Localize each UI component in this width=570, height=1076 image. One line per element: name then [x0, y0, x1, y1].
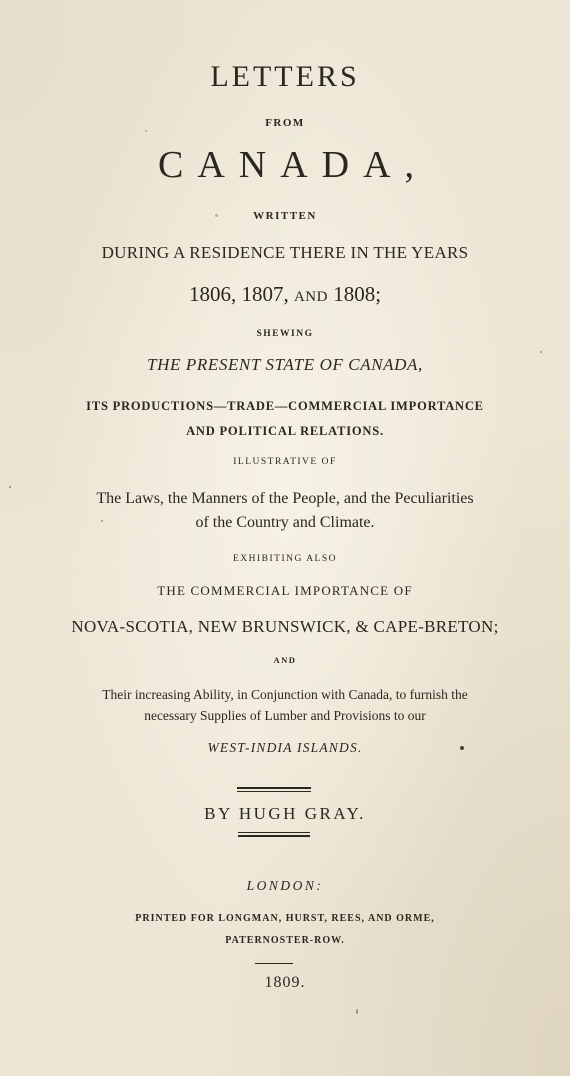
productions-line: ITS PRODUCTIONS—TRADE—COMMERCIAL IMPORTANCE — [86, 399, 484, 413]
supplies-line: necessary Supplies of Lumber and Provisions to our — [144, 708, 426, 723]
years-last: 1808; — [333, 282, 382, 306]
present-state-line: THE PRESENT STATE OF CANADA, — [147, 355, 423, 374]
exhibiting-label: EXHIBITING ALSO — [232, 554, 338, 564]
ink-speck — [540, 351, 542, 353]
written-label: WRITTEN — [253, 210, 317, 222]
title-from: FROM — [265, 117, 305, 129]
author-rule-top-thin — [237, 791, 311, 792]
ink-speck — [215, 214, 218, 217]
imprint-address: PATERNOSTER-ROW. — [225, 935, 345, 946]
author-rule-bottom-thin — [238, 832, 310, 833]
imprint-city: LONDON: — [246, 878, 324, 893]
year-rule — [255, 963, 293, 964]
author-rule-top-thick — [237, 787, 311, 789]
increasing-line: Their increasing Ability, in Conjunction with Canada, to furnish the — [102, 687, 468, 702]
and-label: AND — [273, 655, 297, 665]
ink-speck — [460, 746, 464, 750]
provinces-line: NOVA-SCOTIA, NEW BRUNSWICK, & CAPE-BRETON; — [71, 617, 499, 636]
author-rule-bottom-thick — [238, 835, 310, 837]
political-line: AND POLITICAL RELATIONS. — [186, 424, 384, 438]
residence-line: DURING A RESIDENCE THERE IN THE YEARS — [101, 243, 469, 262]
title-letters: LETTERS — [210, 60, 360, 93]
ink-speck — [101, 520, 103, 522]
country-line: of the Country and Climate. — [195, 514, 375, 531]
ink-speck — [145, 130, 147, 132]
commercial-line: THE COMMERCIAL IMPORTANCE OF — [157, 583, 413, 598]
laws-line: The Laws, the Manners of the People, and the Peculiarities — [96, 490, 474, 507]
ink-speck — [356, 1009, 358, 1014]
imprint-year: 1809. — [264, 974, 306, 991]
ink-speck — [9, 486, 11, 488]
west-india-line: WEST-INDIA ISLANDS. — [207, 740, 363, 755]
years-line — [0, 284, 570, 305]
imprint-printer: PRINTED FOR LONGMAN, HURST, REES, AND ORME, — [135, 913, 435, 924]
illustrative-label: ILLUSTRATIVE OF — [233, 457, 337, 467]
shewing-label: SHEWING — [256, 329, 314, 339]
years-first: 1806, 1807, — [188, 282, 289, 306]
author-line: BY HUGH GRAY. — [204, 804, 366, 823]
title-canada: CANADA, — [157, 144, 429, 186]
years-and: AND — [293, 289, 328, 305]
